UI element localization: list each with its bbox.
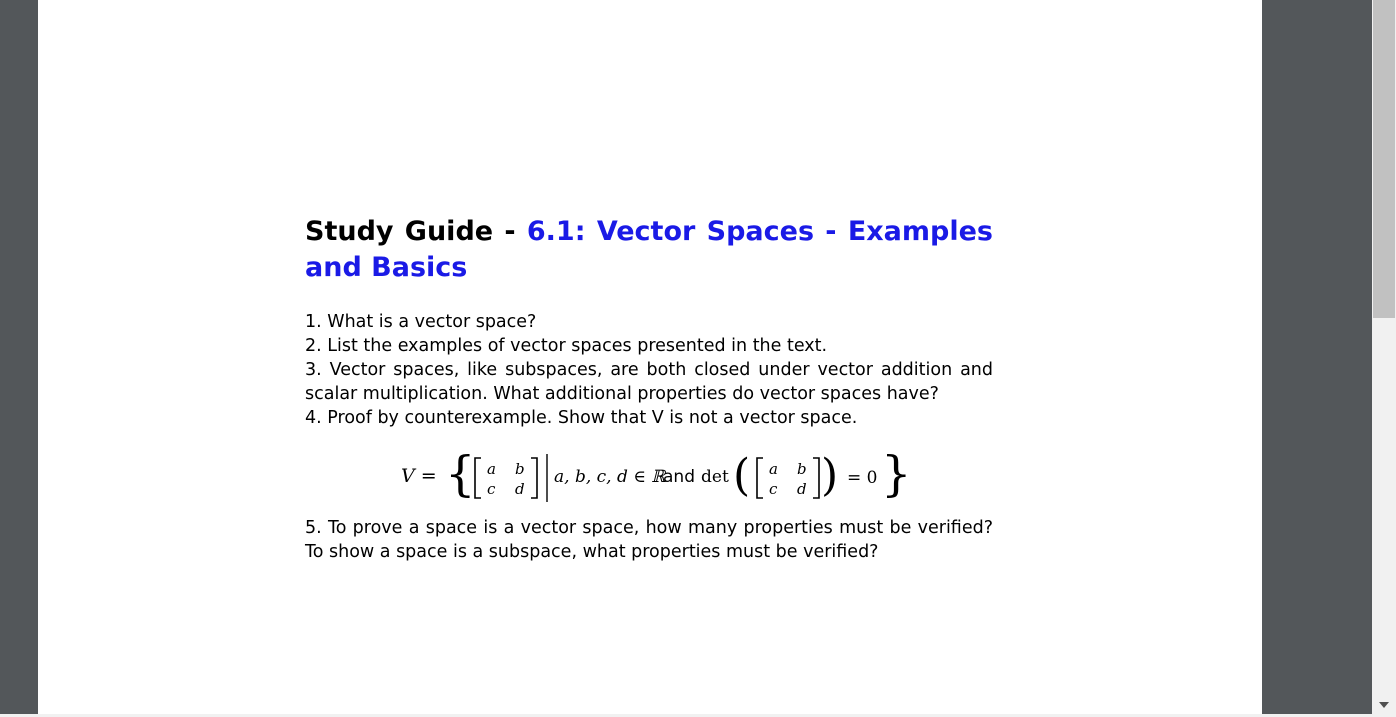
matrix1-left-bracket [475, 458, 481, 498]
matrix1-b: b [515, 460, 525, 478]
eq-condition: a, b, c, d ∈ ℝ [554, 467, 666, 487]
title-link[interactable]: 6.1: Vector Spaces - Examples and Basics [305, 216, 993, 283]
equation-svg [305, 446, 993, 508]
scrollbar-thumb[interactable] [1373, 0, 1395, 318]
eq-lhs: V = [401, 465, 437, 487]
matrix2-right-bracket [813, 458, 819, 498]
eq-rhs: = 0 [847, 468, 878, 488]
eq-left-brace: { [445, 446, 476, 502]
eq-right-brace: } [881, 446, 912, 502]
matrix1-d: d [515, 480, 525, 498]
matrix2-d: d [797, 480, 807, 498]
triangle-down-icon [1379, 702, 1389, 708]
matrix2-b: b [797, 460, 807, 478]
question-4: 4. Proof by counterexample. Show that V is not a vector space. [305, 408, 858, 428]
page-title [305, 214, 993, 286]
question-5: 5. To prove a space is a vector space, how many properties must be verified? To show a space is a subspace, what properties must be verified? [305, 518, 993, 562]
eq-and: and [663, 467, 695, 487]
title-prefix: Study Guide - [305, 216, 527, 247]
eq-left-paren: ( [733, 450, 751, 501]
matrix2-a: a [769, 460, 778, 478]
matrix2-left-bracket [757, 458, 763, 498]
eq-det: det [701, 467, 729, 487]
question-3: 3. Vector spaces, like subspaces, are both closed under vector addition and scalar multiplication. What additional properties do vector spaces have? [305, 360, 993, 404]
matrix1-right-bracket [531, 458, 537, 498]
matrix1-c: c [487, 480, 496, 498]
question-1: 1. What is a vector space? [305, 312, 537, 332]
eq-right-paren: ) [821, 450, 839, 501]
matrix2-c: c [769, 480, 778, 498]
page-content [305, 214, 993, 564]
question-2: 2. List the examples of vector spaces presented in the text. [305, 336, 828, 356]
vertical-scrollbar[interactable] [1372, 0, 1396, 717]
document-page [38, 0, 1262, 714]
question-list [305, 310, 993, 564]
matrix1-a: a [487, 460, 496, 478]
equation-block [305, 446, 993, 508]
scroll-down-button[interactable] [1372, 693, 1396, 717]
